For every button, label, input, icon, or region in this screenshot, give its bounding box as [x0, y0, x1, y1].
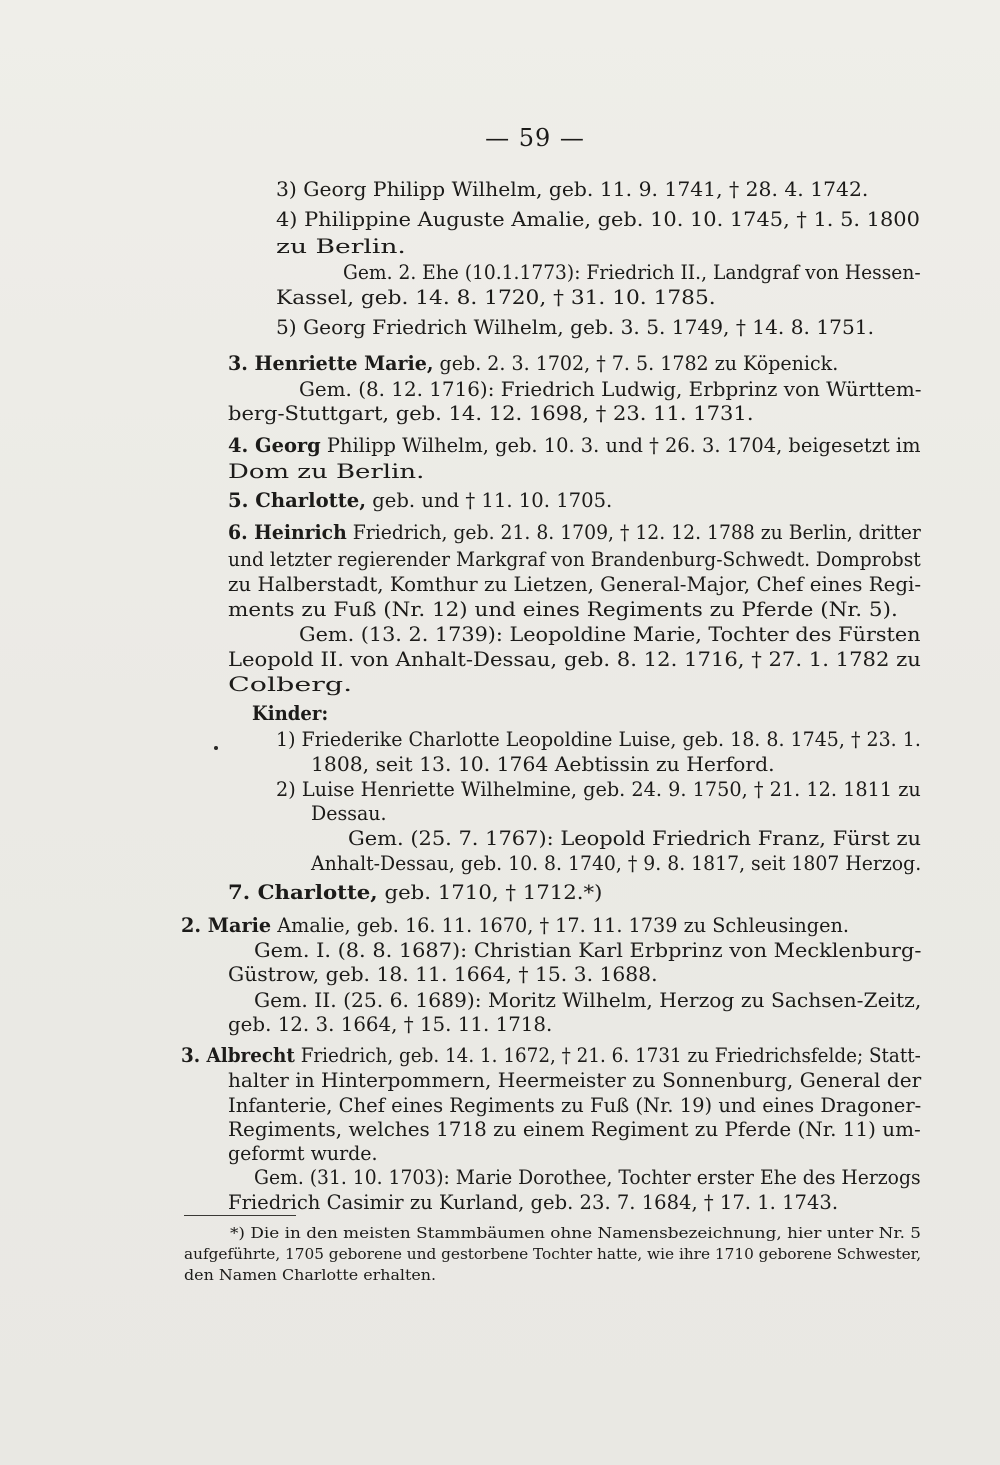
text-line [228, 596, 898, 622]
line-text: Gem. (31. 10. 1703): Marie Dorothee, Tochter erster Ehe des Herzogs [254, 1165, 921, 1189]
line-text: geb. 1710, † 1712.*) [377, 880, 603, 904]
text-line [299, 376, 921, 402]
text-line [254, 987, 921, 1013]
line-text: ments zu Fuß (Nr. 12) und eines Regiments zu Pferde (Nr. 5). [228, 597, 898, 621]
line-text: Gem. (25. 7. 1767): Leopold Friedrich Franz, Fürst zu [348, 826, 922, 850]
line-text: Dessau. [311, 801, 387, 825]
text-line [299, 621, 921, 647]
line-text: Colberg. [228, 672, 353, 696]
entry-heading: 5. Charlotte, [228, 488, 367, 512]
line-text: Infanterie, Chef eines Regiments zu Fuß (Nr. 19) und eines Dragoner- [228, 1093, 922, 1117]
line-text: geb. 12. 3. 1664, † 15. 11. 1718. [228, 1012, 553, 1036]
text-line [228, 1011, 552, 1037]
line-text: 1) Friederike Charlotte Leopoldine Luise, geb. 18. 8. 1745, † 23. 1. [276, 727, 921, 751]
text-line [228, 961, 658, 987]
text-line [348, 825, 921, 851]
text-line [276, 776, 921, 802]
entry-heading: 7. Charlotte, [228, 880, 378, 904]
text-line [228, 458, 424, 484]
line-text: Gem. I. (8. 8. 1687): Christian Karl Erbprinz von Mecklenburg- [254, 938, 922, 962]
line-text: zu Halberstadt, Komthur zu Lietzen, General-Major, Chef eines Regi- [228, 572, 922, 596]
entry-heading: 2. Marie [181, 913, 272, 937]
text-line [254, 1164, 921, 1190]
text-line [228, 432, 921, 458]
line-text: 4) Philippine Auguste Amalie, geb. 10. 10. 1745, † 1. 5. 1800 [276, 207, 920, 231]
line-text: 5) Georg Friedrich Wilhelm, geb. 3. 5. 1749, † 14. 8. 1751. [276, 315, 874, 339]
text-line [311, 751, 775, 777]
line-text: halter in Hinterpommern, Heermeister zu Sonnenburg, General der [228, 1068, 922, 1092]
text-line [181, 1042, 921, 1068]
line-text: Friedrich, geb. 14. 1. 1672, † 21. 6. 1731 zu Friedrichsfelde; Statt- [294, 1043, 921, 1067]
text-line [254, 937, 921, 963]
text-line [228, 646, 921, 672]
line-text: 1808, seit 13. 10. 1764 Aebtissin zu Herford. [311, 752, 775, 776]
line-text: Gem. II. (25. 6. 1689): Moritz Wilhelm, Herzog zu Sachsen-Zeitz, [254, 988, 922, 1012]
entry-heading: 6. Heinrich [228, 520, 347, 544]
line-text: Leopold II. von Anhalt-Dessau, geb. 8. 12. 1716, † 27. 1. 1782 zu [228, 647, 921, 671]
text-line [343, 259, 921, 285]
text-line [276, 284, 716, 310]
text-line [228, 1067, 921, 1093]
line-text: Gem. (8. 12. 1716): Friedrich Ludwig, Erbprinz von Württem- [299, 377, 922, 401]
text-line [228, 879, 602, 905]
page-number: — 59 — [485, 124, 585, 152]
line-text: Philipp Wilhelm, geb. 10. 3. und † 26. 3. 1704, beigesetzt im [320, 433, 921, 457]
entry-heading: 4. Georg [228, 433, 321, 457]
line-text: Anhalt-Dessau, geb. 10. 8. 1740, † 9. 8. 1817, seit 1807 Herzog. [311, 851, 922, 875]
text-line [276, 233, 406, 259]
line-text: geformt wurde. [228, 1141, 378, 1165]
line-text: Friedrich Casimir zu Kurland, geb. 23. 7. 1684, † 17. 1. 1743. [228, 1190, 839, 1214]
line-text: zu Berlin. [276, 234, 406, 258]
line-text: 2) Luise Henriette Wilhelmine, geb. 24. 9. 1750, † 21. 12. 1811 zu [276, 777, 921, 801]
text-line [252, 700, 328, 726]
text-line [228, 400, 754, 426]
footnote-rule [184, 1215, 296, 1216]
line-text: Güstrow, geb. 18. 11. 1664, † 15. 3. 1688. [228, 962, 658, 986]
line-text: Gem. 2. Ehe (10.1.1773): Friedrich II., Landgraf von Hessen- [343, 260, 921, 284]
text-line [276, 206, 920, 232]
line-text: Dom zu Berlin. [228, 459, 425, 483]
text-line [276, 176, 868, 202]
line-text: Friedrich, geb. 21. 8. 1709, † 12. 12. 1788 zu Berlin, dritter [346, 520, 921, 544]
text-line [228, 671, 352, 697]
text-line [228, 350, 838, 376]
text-line [228, 571, 921, 597]
footnote-line: aufgeführte, 1705 geborene und gestorbene Tochter hatte, wie ihre 1710 geborene Schwester, [184, 1245, 922, 1263]
line-text: Regiments, welches 1718 zu einem Regiment zu Pferde (Nr. 11) um- [228, 1117, 921, 1141]
line-text: 3) Georg Philipp Wilhelm, geb. 11. 9. 1741, † 28. 4. 1742. [276, 177, 869, 201]
text-line [228, 1140, 378, 1166]
line-text: und letzter regierender Markgraf von Brandenburg-Schwedt. Domprobst [228, 547, 921, 571]
text-line [228, 1116, 921, 1142]
text-line [228, 1189, 838, 1215]
text-line [276, 314, 874, 340]
entry-heading: 3. Henriette Marie, [228, 351, 434, 375]
text-line [228, 519, 921, 545]
text-line [228, 546, 921, 572]
text-line [311, 850, 921, 876]
text-line [311, 800, 387, 826]
entry-heading: Kinder: [252, 701, 329, 725]
text-line [228, 487, 612, 513]
line-text: geb. 2. 3. 1702, † 7. 5. 1782 zu Köpenick. [433, 351, 839, 375]
line-text: berg-Stuttgart, geb. 14. 12. 1698, † 23. 11. 1731. [228, 401, 754, 425]
line-text: Gem. (13. 2. 1739): Leopoldine Marie, Tochter des Fürsten [299, 622, 921, 646]
entry-heading: 3. Albrecht [181, 1043, 295, 1067]
text-line [181, 912, 849, 938]
text-line [276, 726, 921, 752]
text-line [228, 1092, 921, 1118]
ink-speck [214, 746, 218, 750]
footnote-line: den Namen Charlotte erhalten. [184, 1266, 437, 1284]
line-text: Kassel, geb. 14. 8. 1720, † 31. 10. 1785. [276, 285, 716, 309]
line-text: geb. und † 11. 10. 1705. [366, 488, 613, 512]
line-text: Amalie, geb. 16. 11. 1670, † 17. 11. 1739 zu Schleusingen. [271, 913, 849, 937]
footnote-line: *) Die in den meisten Stammbäumen ohne Namensbezeichnung, hier unter Nr. 5 [230, 1224, 922, 1242]
